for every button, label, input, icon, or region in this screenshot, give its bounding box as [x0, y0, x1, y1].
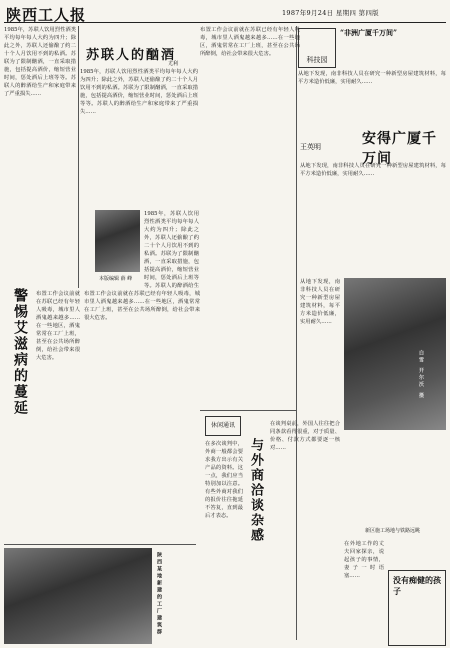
leisure-title: 与外商洽谈杂感	[248, 438, 263, 543]
article-byline: 尤利	[168, 61, 179, 67]
science-article-body: 从地下发现，南非科技人员在研究一种新型房屋建筑材料，每平方米造价低廉，实用耐久……	[298, 71, 446, 85]
bottom-center-photo-caption: 新区施工场地与铁路远眺	[365, 528, 421, 534]
dateline: 1987年9月24日 星期四 第四版	[282, 9, 379, 17]
bottom-left-photo-caption: 陕西某地新建的工厂建筑群	[156, 552, 162, 636]
divider	[296, 26, 297, 640]
article-body-left: 1985年，苏联人饮用烈性酒类平均每年每人大约为四升；除此之外，苏联人还偷酿了约二十个人月饮用不到的私酒。苏联为了限制酗酒，一直采取措施，包括提高酒价，缩短营业时间，惩处酒后上班等等。苏联人的醉酒给生产和家庭带来了严重损失……	[80, 69, 198, 115]
book-cover-image	[95, 210, 140, 272]
right-photo-caption: 白雪 开尔沃 摄	[418, 350, 424, 400]
left-column-text: 1985年，苏联人饮用烈性酒类平均每年每人大约为四升；除此之外，苏联人还偷酿了约二十个人月饮用不到的私酒。苏联为了限制酗酒，一直采取措施，包括提高酒价，缩短营业时间，惩处酒后上班等等。苏联人的醉酒给生产和家庭带来了严重损失……	[4, 27, 76, 97]
article-title-soviet-drinking: 苏联人的酗酒	[86, 48, 177, 63]
divider	[4, 544, 196, 545]
bottom-left-photo	[4, 548, 152, 644]
divider	[78, 26, 79, 288]
bottom-right-title: 没有痴健的孩子	[393, 575, 441, 596]
headline-right: 安得广厦千万间	[362, 131, 437, 167]
newspaper-masthead: 陕西工人报	[6, 6, 87, 24]
leisure-body: 在多次谈判中，外商一般都会要求我方出示有关产品的资料。这一点，我们应当特别加以注意。有些外商对我们的报价往往拖延不答复，直到最后才表态。	[205, 441, 243, 519]
leisure-label: 休闲通讯	[205, 416, 241, 436]
bottom-right-body: 在外地工作的丈夫回家探亲，说起孩子的事情，妻子一时语塞……	[344, 541, 384, 579]
aids-article-body: 布置工作会议前就在苏联已经有年轻人吸毒，城市里人酒鬼越来越多……在一些地区，酒鬼常常在工厂上班，甚至在公共场所醉倒，给社会带来很大危害。	[36, 291, 80, 361]
right-photo	[344, 278, 446, 430]
middle-column-text: 布置工作会议前就在苏联已经有年轻人吸毒，城市里人酒鬼越来越多……在一些地区，酒鬼常常在工厂上班，甚至在公共场所醉倒，给社会带来很大危害。	[84, 291, 200, 321]
right-lower-text: 从地下发现，南非科技人员在研究一种新型房屋建筑材料，每平方米造价低廉，实用耐久……	[300, 279, 340, 325]
article-body-continued: 1985年，苏联人饮用烈性酒类平均每年每人大约为四升；除此之外，苏联人还偷酿了约二十个人月饮用不到的私酒。苏联为了限制酗酒，一直采取措施，包括提高酒价，缩短营业时间，惩处酒后上班等等。苏联人的醉酒给生	[144, 211, 199, 289]
right-article-body: 从地下发现，南非科技人员在研究一种新型房屋建筑材料，每平方米造价低廉，实用耐久……	[300, 163, 446, 177]
photo-caption-book: 本版编辑 薛 峰	[99, 276, 133, 282]
center-column-text: 布置工作会议前就在苏联已经有年轻人吸毒，城市里人酒鬼越来越多……在一些地区，酒鬼常常在工厂上班，甚至在公共场所醉倒，给社会带来很大危害。	[200, 27, 300, 57]
divider	[200, 410, 296, 411]
science-title: “非洲广厦千万间”	[340, 28, 398, 37]
science-label: 科技园	[306, 56, 328, 64]
science-logo-box	[298, 28, 336, 68]
bottom-right-box	[388, 570, 446, 646]
headline-aids: 警惕艾滋病的蔓延	[12, 288, 28, 416]
masthead-rule	[4, 22, 446, 23]
center-article-body: 在谈判桌前，外国人往往把合同条款看得很重，对于质量、价格、付款方式都要逐一核对……	[270, 421, 340, 451]
headline-right-byline: 王英明	[300, 143, 321, 151]
